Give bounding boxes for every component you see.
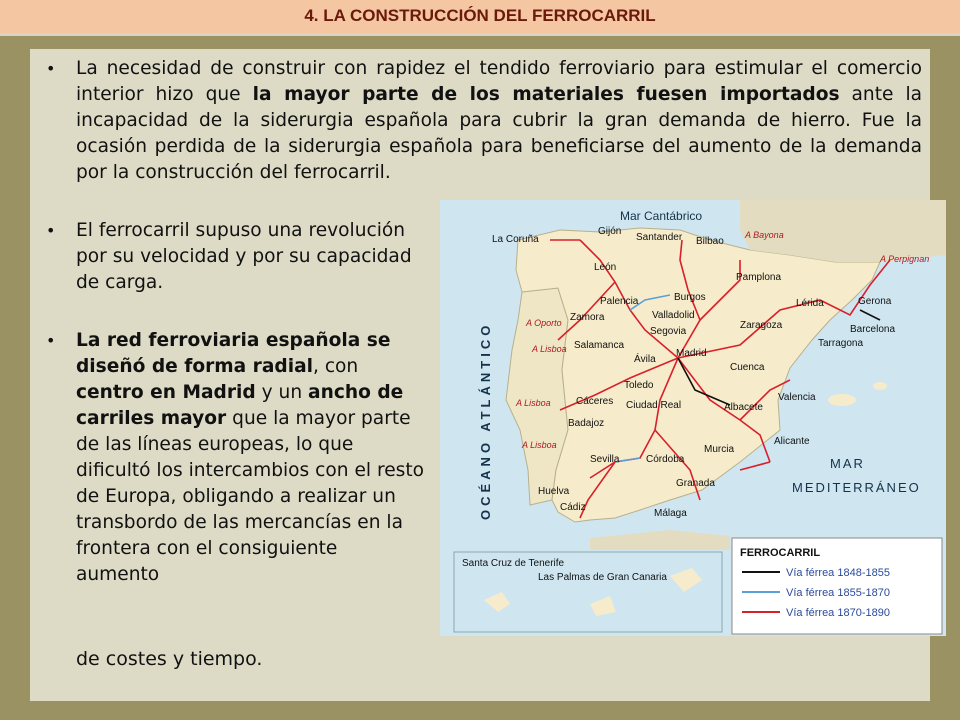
- paragraph-materials: [46, 56, 922, 186]
- city-albacete: Albacete: [724, 402, 763, 413]
- city-gerona: Gerona: [858, 296, 892, 307]
- city-salamanca: Salamanca: [574, 340, 625, 351]
- arrow-perpignan: A Perpignan: [880, 254, 930, 264]
- paragraph-radial-network: [46, 328, 426, 588]
- city-zamora: Zamora: [570, 312, 605, 323]
- city-cadiz: Cádiz: [560, 502, 586, 513]
- city-la-coruna: La Coruña: [492, 234, 539, 245]
- mallorca: [828, 394, 856, 406]
- city-sevilla: Sevilla: [590, 454, 620, 465]
- city-santander: Santander: [636, 232, 683, 243]
- legend-label-0: Vía férrea 1848-1855: [786, 567, 890, 579]
- city-alicante: Alicante: [774, 436, 810, 447]
- city-ciudad-real: Ciudad Real: [626, 400, 682, 411]
- title-bar: [0, 0, 960, 36]
- p3-text-c: que la mayor parte de las líneas europeas, lo que dificultó los intercambios con el resto de Europa, obligando a realizar un transbordo de las mercancías en la frontera con el consiguiente aumento: [76, 408, 424, 585]
- label-ocean: OCÉANO ATLÁNTICO: [478, 321, 493, 520]
- p2-text: El ferrocarril supuso una revolución por su velocidad y por su capacidad de carga.: [76, 220, 412, 293]
- city-cordoba: Córdoba: [646, 454, 685, 465]
- city-gijon: Gijón: [598, 226, 622, 237]
- p3-bold-c: ancho de carriles mayor: [76, 382, 404, 429]
- city-tarragona: Tarragona: [818, 338, 864, 349]
- city-cuenca: Cuenca: [730, 362, 765, 373]
- city-valencia: Valencia: [778, 392, 816, 403]
- paragraph-end: de costes y tiempo.: [76, 648, 263, 670]
- p1-bold: la mayor parte de los materiales fuesen importados: [252, 84, 840, 105]
- city-segovia: Segovia: [650, 326, 687, 337]
- city-lerida: Lérida: [796, 298, 824, 309]
- city-madrid: Madrid: [676, 348, 707, 359]
- city-malaga: Málaga: [654, 508, 687, 519]
- slide-title: 4. LA CONSTRUCCIÓN DEL FERROCARRIL: [304, 6, 656, 25]
- city-murcia: Murcia: [704, 444, 735, 455]
- arrow-lisboa-2: A Lisboa: [516, 398, 551, 408]
- city-palencia: Palencia: [600, 296, 639, 307]
- legend-title: FERROCARRIL: [740, 547, 821, 559]
- arrow-oporto: A Oporto: [526, 318, 562, 328]
- p3-bold-b: centro en Madrid: [76, 382, 256, 403]
- city-zaragoza: Zaragoza: [740, 320, 783, 331]
- label-sea-med-1: MAR: [830, 456, 865, 471]
- arrow-bayona: A Bayona: [745, 230, 784, 240]
- bullet-icon: •: [46, 331, 56, 350]
- p3-bold-a: La red ferroviaria española se diseñó de forma radial: [76, 330, 391, 377]
- label-las-palmas: Las Palmas de Gran Canaria: [538, 572, 667, 583]
- city-huelva: Huelva: [538, 486, 570, 497]
- p1-text-b: ante la incapacidad de la siderurgia española para cubrir la gran demanda de hierro. Fue la ocasión perdida de la siderurgia española para beneficiarse del aumento de la demanda por la construcción del ferrocarril.: [76, 84, 923, 183]
- paragraph-revolution: [46, 218, 426, 296]
- city-badajoz: Badajoz: [568, 418, 605, 429]
- city-caceres: Cáceres: [576, 396, 614, 407]
- arrow-lisboa-1: A Lisboa: [532, 344, 567, 354]
- menorca: [873, 382, 887, 390]
- legend-label-2: Vía férrea 1870-1890: [786, 607, 890, 619]
- city-bilbao: Bilbao: [696, 236, 724, 247]
- p1-text-a: La necesidad de construir con rapidez el tendido ferroviario para estimular el comercio interior hizo que: [76, 58, 922, 105]
- legend-label-1: Vía férrea 1855-1870: [786, 587, 890, 599]
- label-sea-med-2: MEDITERRÁNEO: [792, 480, 921, 495]
- city-barcelona: Barcelona: [850, 324, 896, 335]
- city-pamplona: Pamplona: [736, 272, 782, 283]
- label-sea-north: Mar Cantábrico: [620, 209, 703, 223]
- city-leon: León: [594, 262, 617, 273]
- city-granada: Granada: [676, 478, 715, 489]
- p3-text-b: y un: [255, 382, 309, 403]
- bullet-icon: •: [46, 221, 56, 240]
- bullet-icon: •: [46, 59, 56, 78]
- arrow-lisboa-3: A Lisboa: [522, 440, 557, 450]
- city-burgos: Burgos: [674, 292, 706, 303]
- city-toledo: Toledo: [624, 380, 654, 391]
- railway-map: [440, 200, 946, 636]
- city-valladolid: Valladolid: [652, 310, 695, 321]
- p3-text-a: , con: [313, 356, 359, 377]
- city-avila: Ávila: [634, 354, 656, 365]
- label-santa-cruz: Santa Cruz de Tenerife: [462, 558, 565, 569]
